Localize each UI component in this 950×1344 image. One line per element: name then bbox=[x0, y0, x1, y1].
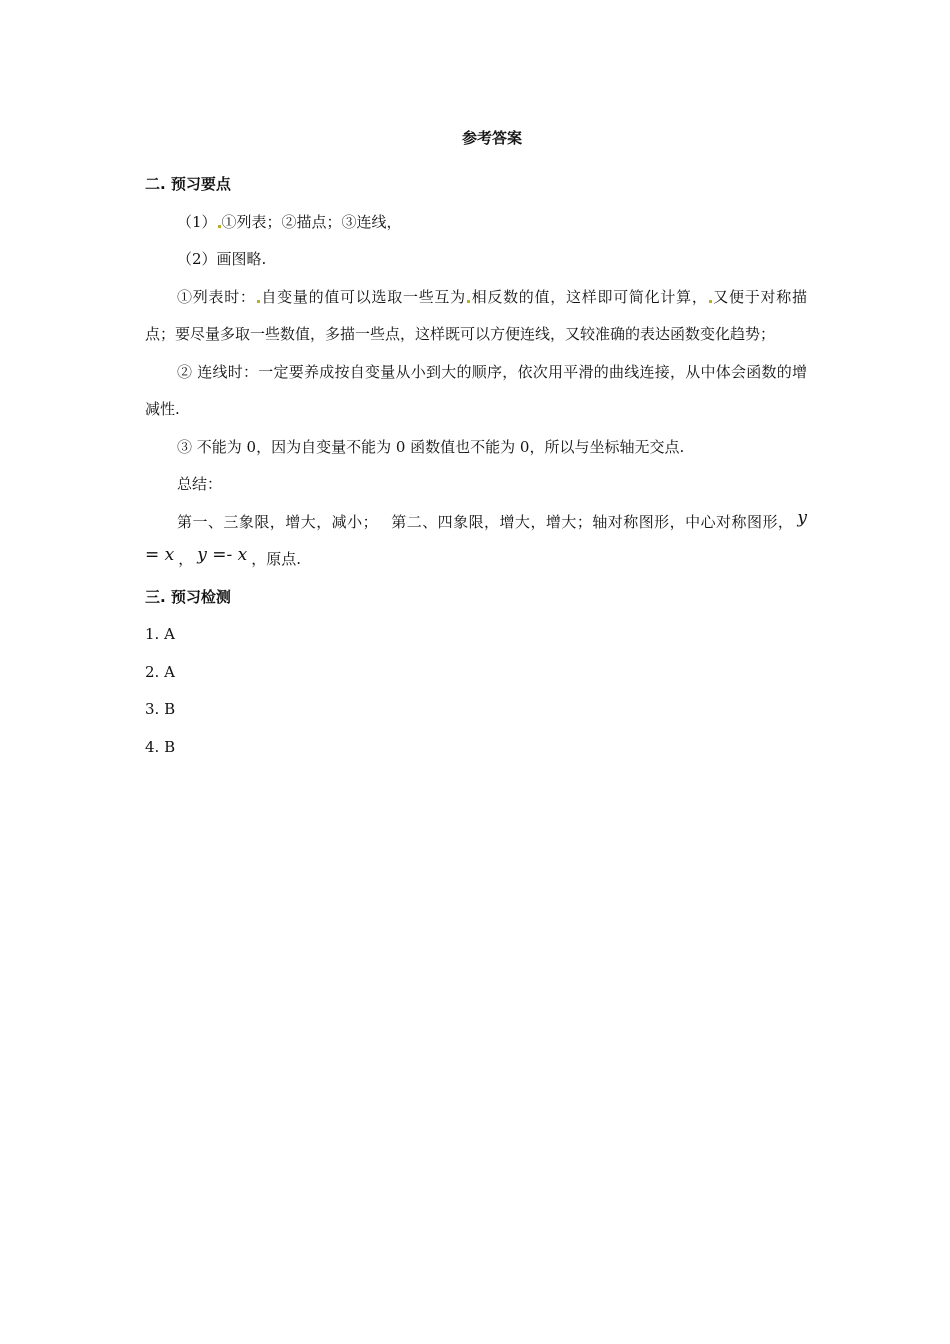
formula-y-equals-x: y = x bbox=[145, 507, 807, 565]
preview-item-2: （2）画图略. bbox=[177, 250, 267, 268]
summary-separator: ， bbox=[178, 550, 194, 568]
item-1-prefix: （1） bbox=[177, 212, 217, 231]
answer-item: 4. B bbox=[145, 737, 176, 756]
answer-item: 3. B bbox=[145, 700, 176, 718]
preview-item-1 bbox=[145, 204, 807, 242]
formula-y-equals-minus-x: y =- x bbox=[197, 545, 248, 565]
answer-item: 2. A bbox=[145, 662, 175, 681]
item-1-text: ①列表；②描点；③连线， bbox=[221, 212, 402, 231]
list-table-text-b: 相反数的值，这样即可简化计算， bbox=[470, 287, 708, 306]
document-body bbox=[145, 166, 807, 766]
paragraph-connect-line: ② 连线时：一定要养成按自变量从小到大的顺序，依次用平滑的曲线连接，从中体会函数的增减性. bbox=[145, 362, 807, 418]
highlight-mark bbox=[257, 300, 260, 303]
highlight-mark bbox=[218, 225, 221, 228]
highlight-mark bbox=[467, 300, 470, 303]
summary-text-b: ，原点. bbox=[251, 550, 302, 568]
page-title: 参考答案 bbox=[461, 129, 522, 147]
list-table-lead: ①列表时： bbox=[177, 287, 256, 306]
summary-label: 总结： bbox=[177, 475, 223, 493]
highlight-mark bbox=[709, 300, 712, 303]
list-table-text-a: 自变量的值可以选取一些互为 bbox=[260, 287, 466, 306]
summary-text bbox=[145, 504, 807, 579]
summary-text-a: 第一、三象限，增大，减小； 第二、四象限，增大，增大；轴对称图形，中心对称图形， bbox=[177, 512, 794, 531]
paragraph-no-zero: ③ 不能为 0，因为自变量不能为 0 函数值也不能为 0，所以与坐标轴无交点. bbox=[177, 437, 685, 456]
section-heading-preview-test: 三. 预习检测 bbox=[145, 587, 231, 606]
paragraph-list-table bbox=[145, 279, 807, 354]
section-heading-preview-points: 二. 预习要点 bbox=[145, 175, 231, 193]
list-table-text-c: 又便于对称描点；要尽量多取一些数值，多描一些点，这样既可以方便连线，又较准确的表达函数变化趋势； bbox=[145, 287, 807, 343]
answer-item: 1. A bbox=[145, 625, 175, 643]
